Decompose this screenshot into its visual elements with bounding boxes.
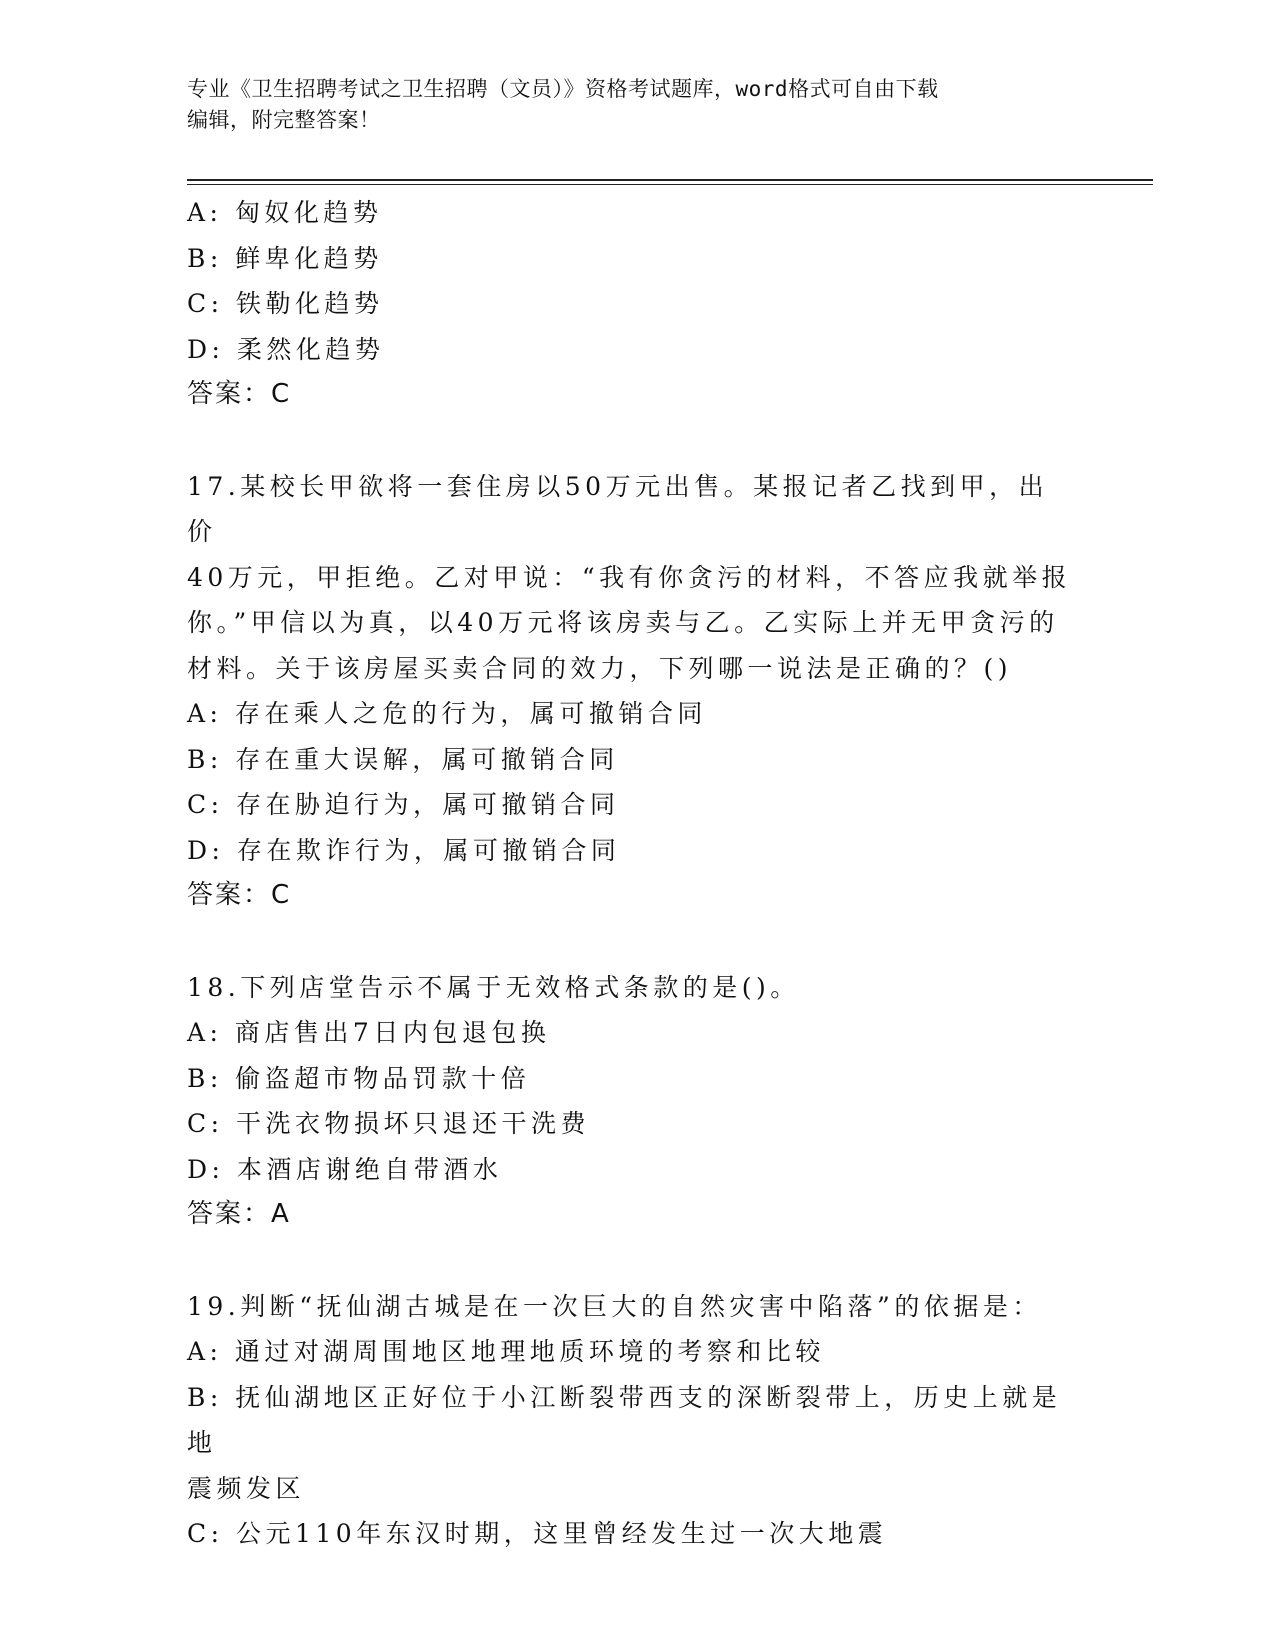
option-a: A: 通过对湖周围地区地理地质环境的考察和比较 xyxy=(187,1337,825,1366)
option-b-continued: 震频发区 xyxy=(187,1473,306,1503)
option-d: D: 柔然化趋势 xyxy=(187,334,385,364)
answer: 答案：A xyxy=(187,1199,291,1229)
option-a: A: 匈奴化趋势 xyxy=(187,198,383,227)
option-a: A: 商店售出7日内包退包换 xyxy=(187,1018,551,1047)
question-stem-line: 你。”甲信以为真，以40万元将该房卖与乙。乙实际上并无甲贪污的 xyxy=(187,608,1059,637)
option-d: D: 存在欺诈行为，属可撤销合同 xyxy=(187,835,621,865)
question-stem-line: 17.某校长甲欲将一套住房以50万元出售。某报记者乙找到甲，出价 xyxy=(187,471,1049,546)
question-18 xyxy=(187,965,1077,1238)
spacer xyxy=(187,418,1077,464)
header-divider xyxy=(187,179,1153,181)
question-16 xyxy=(187,190,1077,418)
question-stem-line: 18.下列店堂告示不属于无效格式条款的是()。 xyxy=(187,972,800,1002)
question-stem-line: 19.判断“抚仙湖古城是在一次巨大的自然灾害中陷落”的依据是： xyxy=(187,1291,1042,1321)
option-d: D: 本酒店谢绝自带酒水 xyxy=(187,1154,503,1184)
question-list xyxy=(187,190,1077,1557)
answer: 答案：C xyxy=(187,880,292,910)
option-c: C: 公元110年东汉时期，这里曾经发生过一次大地震 xyxy=(187,1519,888,1548)
option-c: C: 干洗衣物损坏只退还干洗费 xyxy=(187,1109,590,1138)
option-b: B: 鲜卑化趋势 xyxy=(187,243,383,273)
question-stem-line: 材料。关于该房屋买卖合同的效力，下列哪一说法是正确的？() xyxy=(187,653,1013,683)
option-a: A: 存在乘人之危的行为，属可撤销合同 xyxy=(187,699,707,728)
question-17 xyxy=(187,464,1077,919)
answer: 答案：C xyxy=(187,379,292,409)
option-b: B: 抚仙湖地区正好位于小江断裂带西支的深断裂带上，历史上就是地 xyxy=(187,1382,1062,1457)
header-line-2: 编辑，附完整答案！ xyxy=(187,108,381,132)
option-c: C: 铁勒化趋势 xyxy=(187,289,384,318)
option-b: B: 存在重大误解，属可撤销合同 xyxy=(187,744,619,774)
page-header xyxy=(187,74,1087,136)
header-line-1: 专业《卫生招聘考试之卫生招聘（文员）》资格考试题库，word格式可自由下载 xyxy=(187,77,939,101)
question-stem-line: 40万元，甲拒绝。乙对甲说：“我有你贪污的材料，不答应我就举报 xyxy=(187,562,1072,592)
question-19 xyxy=(187,1284,1077,1557)
option-c: C: 存在胁迫行为，属可撤销合同 xyxy=(187,790,620,819)
option-b: B: 偷盗超市物品罚款十倍 xyxy=(187,1063,531,1093)
spacer xyxy=(187,919,1077,965)
spacer xyxy=(187,1238,1077,1284)
header-divider-thin xyxy=(187,184,1153,185)
